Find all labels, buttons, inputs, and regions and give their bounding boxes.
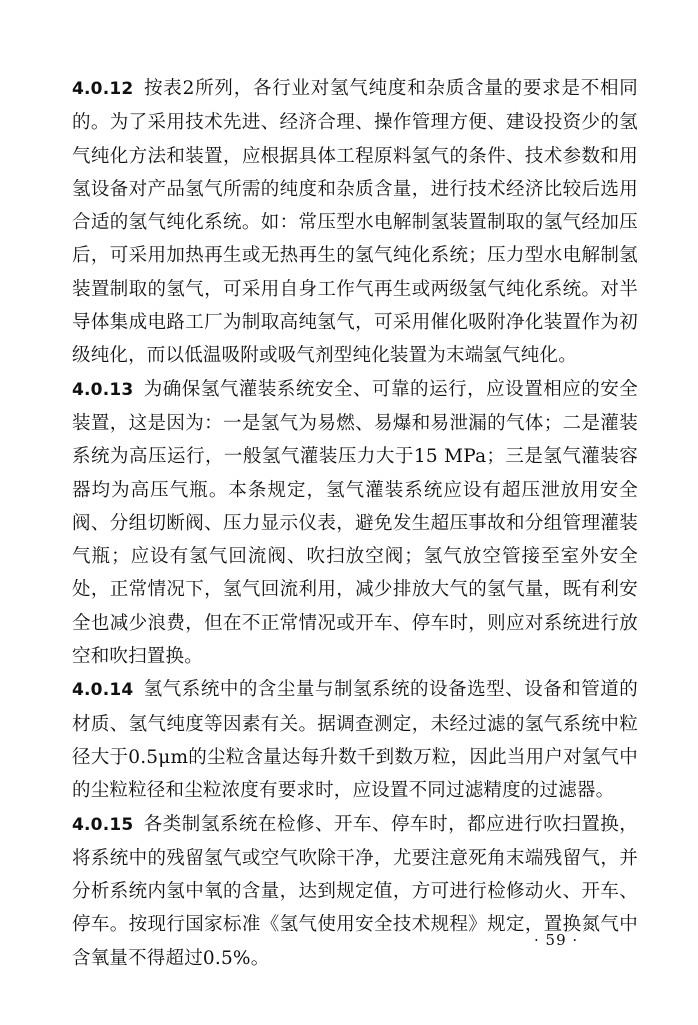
clause-text: 按表2所列，各行业对氢气纯度和杂质含量的要求是不相同的。为了采用技术先进、经济合理、操作管理方便、建设投资少的氢气纯化方法和装置，应根据具体工程原料氢气的条件、技术参数和用氢设备对产品氢气所需的纯度和杂质含量，进行技术经济比较后选用合适的氢气纯化系统。如：常压型水电解制氢装置制取的氢气经加压后，可采用加热再生或无热再生的氢气纯化系统；压力型水电解制氢装置制取的氢气，可采用自身工作气再生或两级氢气纯化系统。对半导体集成电路工厂为制取高纯氢气，可采用催化吸附净化装置作为初级纯化，而以低温吸附或吸气剂型纯化装置为末端氢气纯化。 (72, 78, 638, 367)
clause-text: 氢气系统中的含尘量与制氢系统的设备选型、设备和管道的材质、氢气纯度等因素有关。据调查测定，未经过滤的氢气系统中粒径大于0.5μm的尘粒含量达每升数千到数万粒，因此当用户对氢气中的尘粒粒径和尘粒浓度有要求时，应设置不同过滤精度的过滤器。 (72, 679, 638, 802)
clause-4-0-12 (72, 72, 638, 373)
clause-number: 4.0.15 (72, 814, 134, 835)
clause-4-0-13 (72, 373, 638, 674)
clause-text: 为确保氢气灌装系统安全、可靠的运行，应设置相应的安全装置，这是因为：一是氢气为易燃、易爆和易泄漏的气体；二是灌装系统为高压运行，一般氢气灌装压力大于15 MPa；三是氢气灌装容器均为高压气瓶。本条规定，氢气灌装系统应设有超压泄放用安全阀、分组切断阀、压力显示仪表，避免发生超压事故和分组管理灌装气瓶；应设有氢气回流阀、吹扫放空阀；氢气放空管接至室外安全处，正常情况下，氢气回流利用，减少排放大气的氢气量，既有利安全也减少浪费，但在不正常情况或开车、停车时，则应对系统进行放空和吹扫置换。 (72, 378, 638, 668)
clause-text: 各类制氢系统在检修、开车、停车时，都应进行吹扫置换，将系统中的残留氢气或空气吹除干净，尤要注意死角末端残留气，并分析系统内氢中氧的含量，达到规定值，方可进行检修动火、开车、停车。按现行国家标准《氢气使用安全技术规程》规定，置换氮气中含氧量不得超过0.5%。 (72, 813, 638, 969)
clause-number: 4.0.13 (72, 379, 134, 400)
clause-4-0-15 (72, 808, 638, 975)
clause-4-0-14 (72, 673, 638, 807)
clause-number: 4.0.14 (72, 680, 134, 701)
clause-number: 4.0.12 (72, 79, 134, 99)
page-number: · 59 · (534, 931, 579, 949)
document-body (72, 72, 638, 975)
